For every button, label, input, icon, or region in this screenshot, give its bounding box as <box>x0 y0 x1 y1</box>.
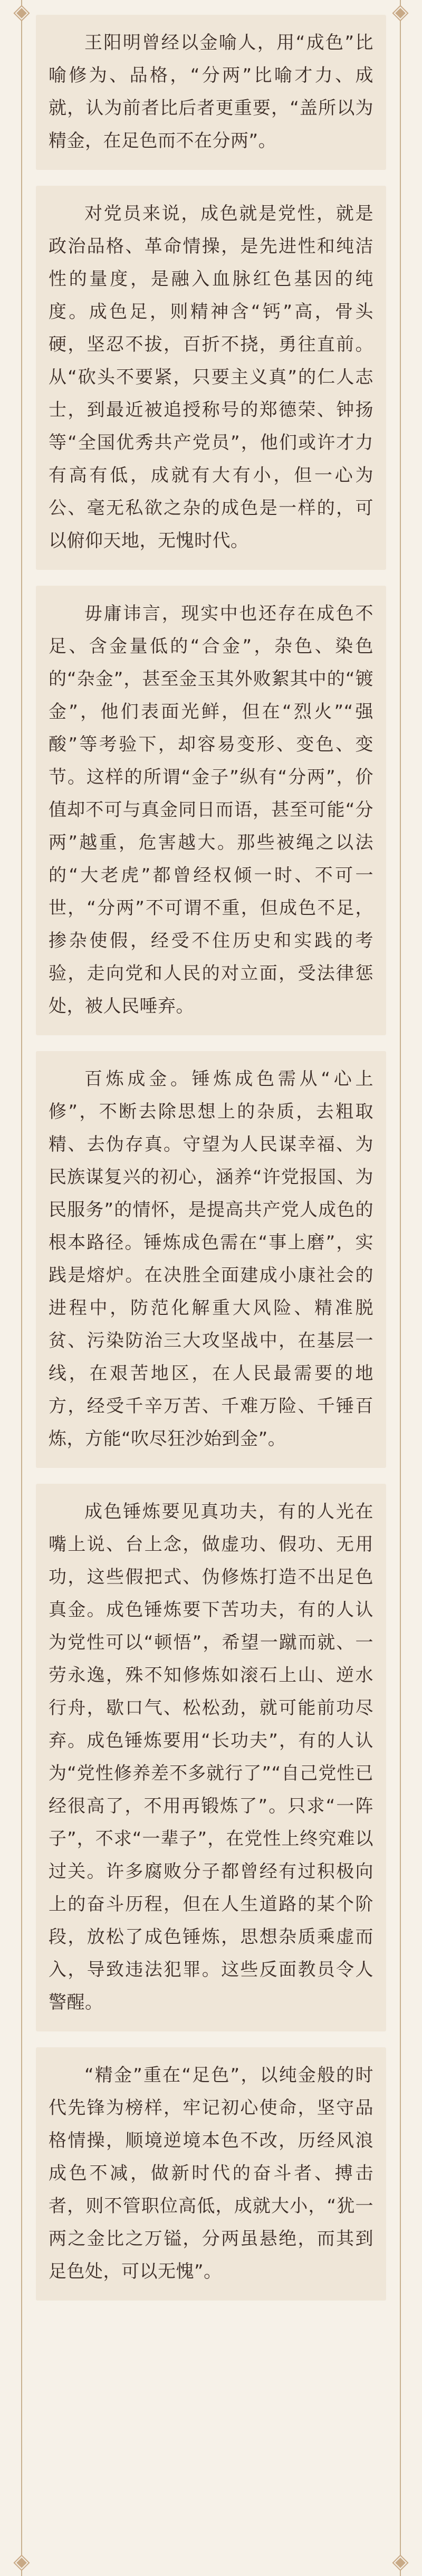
paragraph-hundred-refinements: 百炼成金。锤炼成色需从“心上修”，不断去除思想上的杂质，去粗取精、去伪存真。守望为人民谋幸福、为民族谋复兴的初心，涵养“许党报国、为民服务”的情怀，是提高共产党人成色的根本路径。锤炼成色需在“事上磨”，实践是熔炉。在决胜全面建成小康社会的进程中，防范化解重大风险、精准脱贫、污染防治三大攻坚战中，在基层一线，在艰苦地区，在人民最需要的地方，经受千辛万苦、千难万险、千锤百炼，方能“吹尽狂沙始到金”。 <box>49 1068 373 1449</box>
paragraph-false-gold: 毋庸讳言，现实中也还存在成色不足、含金量低的“合金”，杂色、染色的“杂金”，甚至金玉其外败絮其中的“镀金”，他们表面光鲜，但在“烈火”“强酸”等考验下，却容易变形、变色、变节。这样的所谓“金子”纵有“分两”，价值却不可与真金同日而语，甚至可能“分两”越重，危害越大。那些被绳之以法的“大老虎”都曾经权倾一时、不可一世，“分两”不可谓不重，但成色不足，掺杂使假，经受不住历史和实践的考验，走向党和人民的对立面，受法律惩处，被人民唾弃。 <box>49 603 373 1017</box>
paragraph-card <box>36 1484 386 2031</box>
bottom-right-diamond-ornament <box>395 2558 406 2568</box>
top-left-diamond-ornament <box>16 8 27 18</box>
paragraph-card <box>36 586 386 1035</box>
bottom-left-diamond-ornament <box>16 2558 27 2568</box>
top-right-diamond-ornament <box>395 8 406 18</box>
paragraph-card <box>36 15 386 170</box>
paragraph-true-effort: 成色锤炼要见真功夫，有的人光在嘴上说、台上念，做虚功、假功、无用功，这些假把式、伪修炼打造不出足色真金。成色锤炼要下苦功夫，有的人认为党性可以“顿悟”，希望一蹴而就、一劳永逸，殊不知修炼如滚石上山、逆水行舟，歇口气、松松劲，就可能前功尽弃。成色锤炼要用“长功夫”，有的人认为“党性修养差不多就行了”“自己党性已经很高了，不用再锻炼了”。只求“一阵子”，不求“一辈子”，在党性上终究难以过关。许多腐败分子都曾经有过积极向上的奋斗历程，但在人生道路的某个阶段，放松了成色锤炼，思想杂质乘虚而入，导致违法犯罪。这些反面教员令人警醒。 <box>49 1501 373 2013</box>
paragraph-wang-yangming-metaphor: 王阳明曾经以金喻人，用“成色”比喻修为、品格，“分两”比喻才力、成就，认为前者比后者更重要，“盖所以为精金，在足色而不在分两”。 <box>49 32 373 151</box>
left-border-line <box>21 0 22 2576</box>
paragraph-card <box>36 1051 386 1468</box>
paragraph-card <box>36 186 386 570</box>
paragraph-party-spirit: 对党员来说，成色就是党性，就是政治品格、革命情操，是先进性和纯洁性的量度，是融入血脉红色基因的纯度。成色足，则精神含“钙”高，骨头硬，坚忍不拔，百折不挠，勇往直前。从“砍头不要紧，只要主义真”的仁人志士，到最近被追授称号的郑德荣、钟扬等“全国优秀共产党员”，他们或许才力有高有低，成就有大有小，但一心为公、毫无私欲之杂的成色是一样的，可以俯仰天地，无愧时代。 <box>49 203 373 551</box>
right-border-line <box>400 0 401 2576</box>
article-body <box>36 15 386 2316</box>
paragraph-card <box>36 2047 386 2301</box>
paragraph-pure-gold: “精金”重在“足色”，以纯金般的时代先锋为榜样，牢记初心使命，坚守品格情操，顺境逆境本色不改，历经风浪成色不减，做新时代的奋斗者、搏击者，则不管职位高低，成就大小，“犹一两之金比之万镒，分两虽悬绝，而其到足色处，可以无愧”。 <box>49 2065 373 2282</box>
